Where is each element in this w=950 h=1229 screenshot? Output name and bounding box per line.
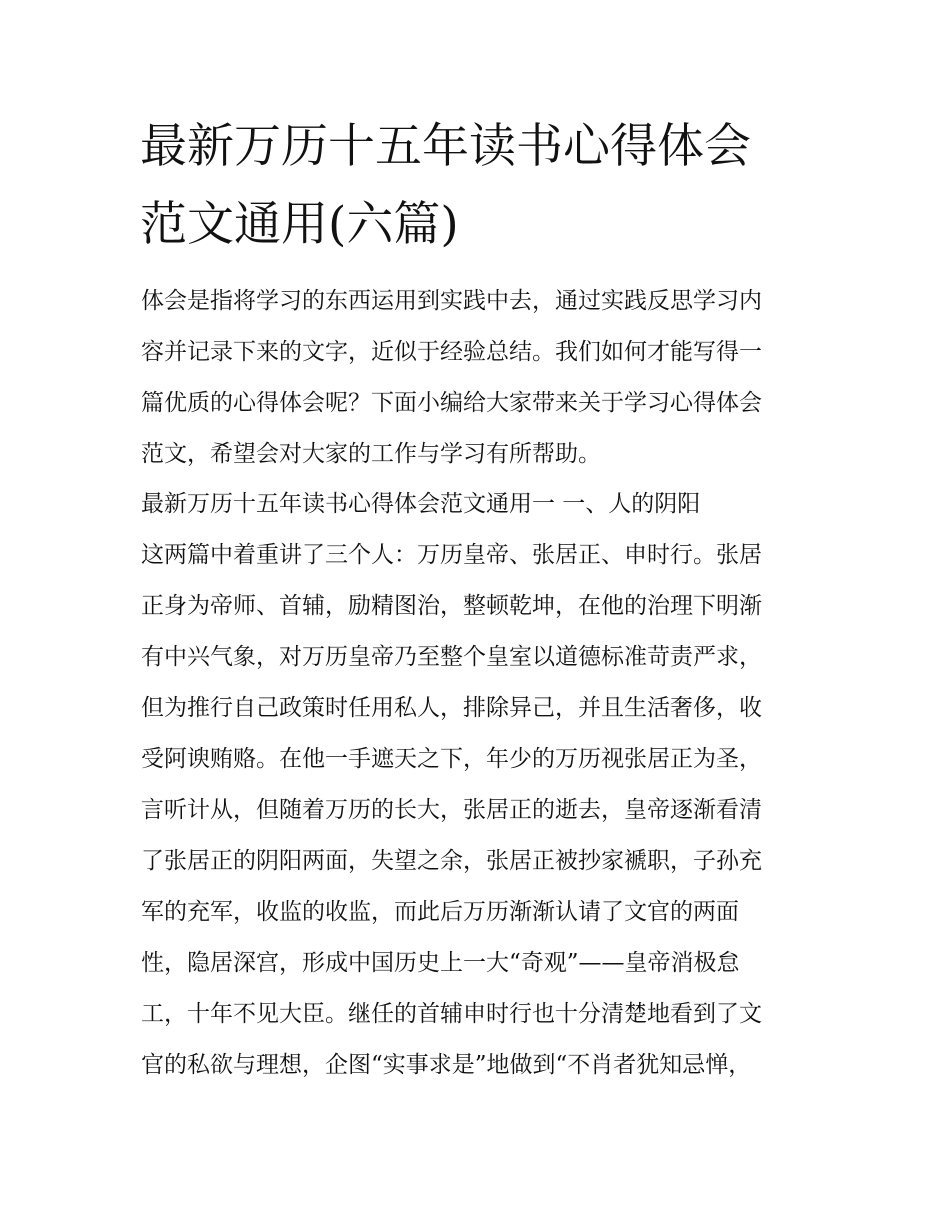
- body-line-2: 容并记录下来的文字，近似于经验总结。我们如何才能写得一: [141, 339, 762, 365]
- body-line-6: 这两篇中着重讲了三个人：万历皇帝、张居正、申时行。张居: [141, 542, 762, 568]
- body-line-14: 性，隐居深宫，形成中国历史上一大“奇观”——皇帝消极怠: [141, 950, 740, 976]
- body-line-4: 范文，希望会对大家的工作与学习有所帮助。: [141, 441, 601, 467]
- body-line-12: 了张居正的阴阳两面，失望之余，张居正被抄家褫职，子孙充: [141, 848, 762, 874]
- body-line-8: 有中兴气象，对万历皇帝乃至整个皇室以道德标准苛责严求，: [141, 644, 762, 670]
- body-line-7: 正身为帝师、首辅，励精图治，整顿乾坤，在他的治理下明渐: [141, 593, 762, 619]
- document-title-line-2: 范文通用(六篇): [140, 197, 459, 252]
- body-line-10: 受阿谀贿赂。在他一手遮天之下，年少的万历视张居正为圣，: [141, 746, 762, 772]
- body-line-3: 篇优质的心得体会呢？下面小编给大家带来关于学习心得体会: [141, 390, 762, 416]
- body-line-11: 言听计从，但随着万历的长大，张居正的逝去，皇帝逐渐看清: [141, 797, 762, 823]
- section-heading-line: 最新万历十五年读书心得体会范文通用一 一、人的阴阳: [141, 491, 701, 517]
- body-line-16: 官的私欲与理想，企图“实事求是”地做到“不肖者犹知忌惮，: [141, 1052, 752, 1078]
- document-title-line-1: 最新万历十五年读书心得体会: [140, 119, 751, 174]
- body-line-15: 工，十年不见大臣。继任的首辅申时行也十分清楚地看到了文: [141, 1001, 762, 1027]
- body-line-9: 但为推行自己政策时任用私人，排除异己，并且生活奢侈，收: [141, 695, 762, 721]
- body-line-13: 军的充军，收监的收监，而此后万历渐渐认请了文官的两面: [141, 899, 739, 925]
- body-line-1: 体会是指将学习的东西运用到实践中去，通过实践反思学习内: [141, 288, 762, 314]
